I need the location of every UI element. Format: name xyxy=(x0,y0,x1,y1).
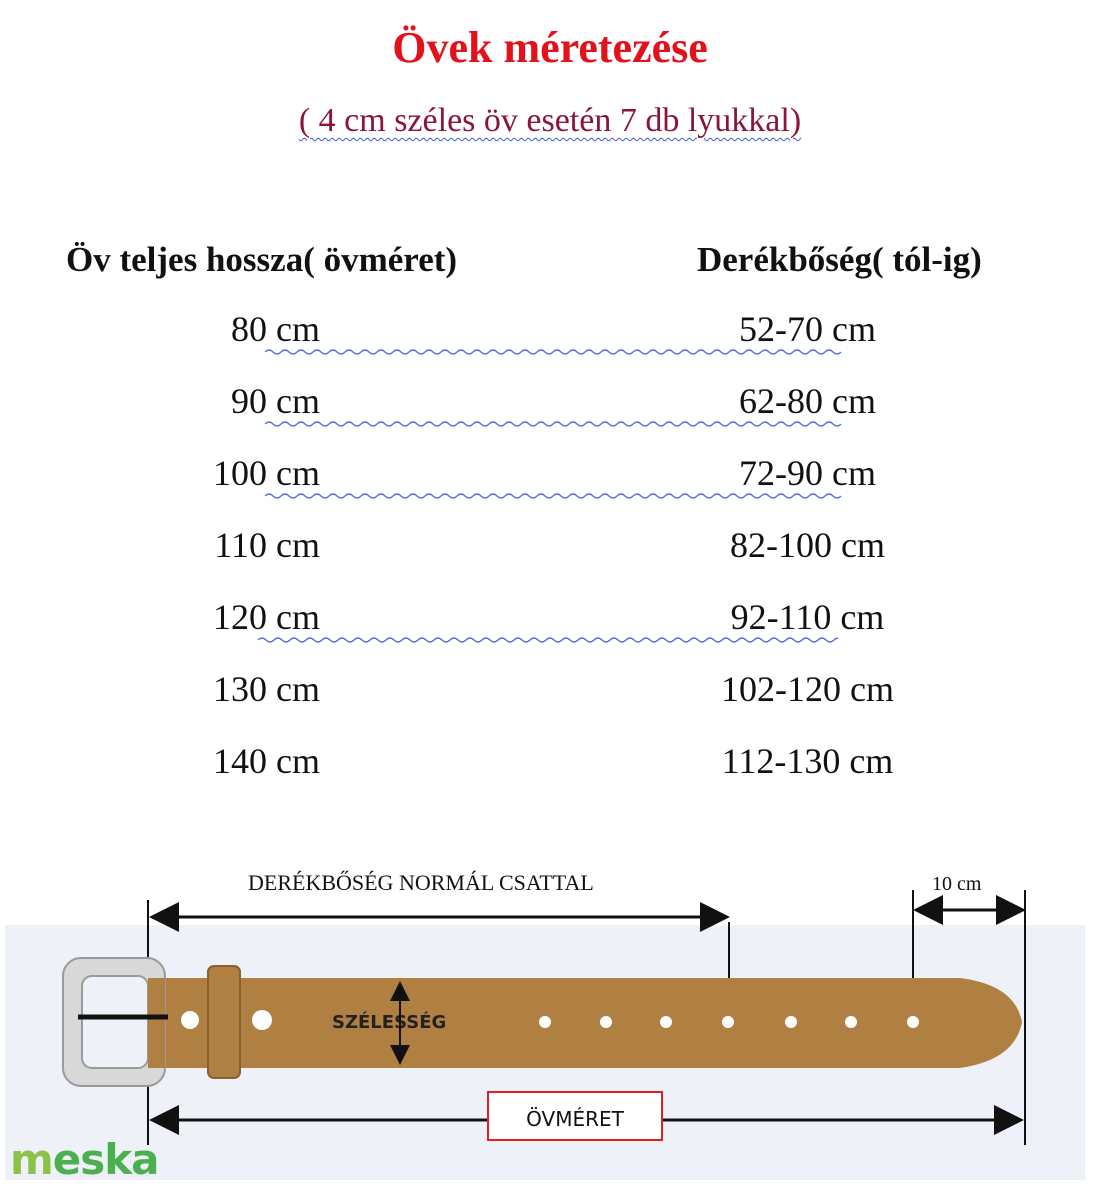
width-label: SZÉLESSÉG xyxy=(332,1012,447,1033)
belt-strap xyxy=(148,978,1022,1068)
waist-range: 102-120 cm xyxy=(721,669,894,709)
buckle-opening xyxy=(82,976,148,1068)
belt-length: 140 cm xyxy=(213,741,320,781)
belt-length: 120 cm xyxy=(213,597,320,637)
size-row xyxy=(0,308,1100,380)
belt-hole xyxy=(660,1016,672,1028)
waist-range: 82-100 cm xyxy=(730,525,885,565)
belt-loop xyxy=(208,966,240,1078)
belt-hole xyxy=(845,1016,857,1028)
belt-length: 130 cm xyxy=(213,669,320,709)
page-subtitle xyxy=(0,102,1100,140)
belt-hole xyxy=(600,1016,612,1028)
spellcheck-squiggle xyxy=(265,420,845,428)
belt-length: 80 cm xyxy=(231,309,320,349)
belt-length: 100 cm xyxy=(213,453,320,493)
belt-hole xyxy=(539,1016,551,1028)
belt-hole xyxy=(722,1016,734,1028)
buckle-strap-part xyxy=(148,978,165,1068)
spellcheck-squiggle xyxy=(258,636,838,644)
waist-range: 112-130 cm xyxy=(721,741,894,781)
page-title: Övek méretezése xyxy=(392,23,708,72)
waist-range: 52-70 cm xyxy=(739,309,876,349)
belt-hole xyxy=(181,1011,199,1029)
belt-length: 90 cm xyxy=(231,381,320,421)
belt-hole xyxy=(785,1016,797,1028)
belt-hole xyxy=(252,1010,272,1030)
size-row xyxy=(0,524,1100,596)
size-row xyxy=(0,380,1100,452)
header-waist-range: Derékbőség( tól-ig) xyxy=(697,240,982,279)
waist-range: 72-90 cm xyxy=(739,453,876,493)
size-row xyxy=(0,740,1100,812)
belt-diagram xyxy=(0,860,1100,1189)
meska-logo: meska xyxy=(10,1135,159,1184)
size-row xyxy=(0,668,1100,740)
spellcheck-squiggle xyxy=(265,492,845,500)
waist-measure-label: DERÉKBŐSÉG NORMÁL CSATTAL xyxy=(248,870,594,895)
header-belt-length: Öv teljes hossza( övméret) xyxy=(66,240,458,279)
tip-length-label: 10 cm xyxy=(932,873,982,895)
belt-length: 110 cm xyxy=(214,525,320,565)
waist-range: 62-80 cm xyxy=(739,381,876,421)
waist-range: 92-110 cm xyxy=(730,597,885,637)
size-row xyxy=(0,596,1100,668)
spellcheck-squiggle xyxy=(265,348,845,356)
size-row xyxy=(0,452,1100,524)
belt-hole xyxy=(907,1016,919,1028)
belt-size-label: ÖVMÉRET xyxy=(526,1107,624,1131)
size-table xyxy=(0,308,1100,812)
subtitle-text: ( 4 cm széles öv esetén 7 db lyukkal) xyxy=(298,102,802,139)
